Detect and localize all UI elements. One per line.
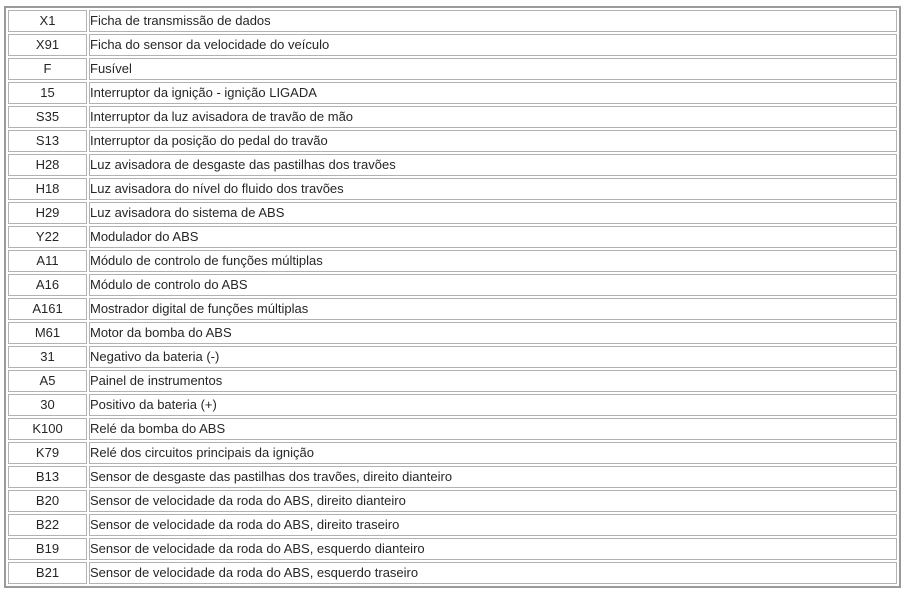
- table-row: [8, 10, 897, 32]
- table-row: [8, 538, 897, 560]
- table-row: [8, 34, 897, 56]
- table-row: [8, 178, 897, 200]
- table-row: [8, 466, 897, 488]
- table-row: [8, 394, 897, 416]
- component-description-cell: Sensor de velocidade da roda do ABS, direito traseiro: [89, 514, 897, 536]
- component-description-cell: Sensor de velocidade da roda do ABS, esquerdo traseiro: [89, 562, 897, 584]
- component-code-cell: B20: [8, 490, 87, 512]
- table-row: [8, 58, 897, 80]
- component-description-cell: Sensor de velocidade da roda do ABS, direito dianteiro: [89, 490, 897, 512]
- component-description-cell: Sensor de desgaste das pastilhas dos travões, direito dianteiro: [89, 466, 897, 488]
- table-row: [8, 82, 897, 104]
- component-code-cell: K79: [8, 442, 87, 464]
- component-description-cell: Ficha de transmissão de dados: [89, 10, 897, 32]
- table-row: [8, 154, 897, 176]
- component-code-cell: B19: [8, 538, 87, 560]
- component-code-cell: A161: [8, 298, 87, 320]
- table-row: [8, 418, 897, 440]
- table-row: [8, 226, 897, 248]
- component-code-cell: A5: [8, 370, 87, 392]
- table-row: [8, 298, 897, 320]
- component-description-cell: Modulador do ABS: [89, 226, 897, 248]
- component-code-cell: B13: [8, 466, 87, 488]
- component-description-cell: Luz avisadora do sistema de ABS: [89, 202, 897, 224]
- component-description-cell: Painel de instrumentos: [89, 370, 897, 392]
- table-row: [8, 250, 897, 272]
- component-description-cell: Interruptor da ignição - ignição LIGADA: [89, 82, 897, 104]
- component-code-cell: A16: [8, 274, 87, 296]
- component-code-cell: B21: [8, 562, 87, 584]
- table-row: [8, 274, 897, 296]
- component-description-cell: Ficha do sensor da velocidade do veículo: [89, 34, 897, 56]
- component-code-cell: B22: [8, 514, 87, 536]
- component-description-cell: Mostrador digital de funções múltiplas: [89, 298, 897, 320]
- component-code-cell: X1: [8, 10, 87, 32]
- component-description-cell: Positivo da bateria (+): [89, 394, 897, 416]
- component-code-cell: S13: [8, 130, 87, 152]
- component-description-cell: Relé da bomba do ABS: [89, 418, 897, 440]
- component-code-cell: K100: [8, 418, 87, 440]
- table-row: [8, 202, 897, 224]
- table-row: [8, 106, 897, 128]
- component-code-cell: 15: [8, 82, 87, 104]
- component-description-cell: Negativo da bateria (-): [89, 346, 897, 368]
- component-description-cell: Fusível: [89, 58, 897, 80]
- table-row: [8, 346, 897, 368]
- table-row: [8, 322, 897, 344]
- component-description-cell: Sensor de velocidade da roda do ABS, esquerdo dianteiro: [89, 538, 897, 560]
- table-row: [8, 562, 897, 584]
- table-row: [8, 514, 897, 536]
- component-code-cell: H28: [8, 154, 87, 176]
- table-row: [8, 130, 897, 152]
- legend-table-body: [8, 10, 897, 584]
- component-description-cell: Módulo de controlo do ABS: [89, 274, 897, 296]
- component-description-cell: Motor da bomba do ABS: [89, 322, 897, 344]
- component-code-cell: S35: [8, 106, 87, 128]
- component-code-cell: F: [8, 58, 87, 80]
- component-description-cell: Luz avisadora de desgaste das pastilhas dos travões: [89, 154, 897, 176]
- component-code-cell: A11: [8, 250, 87, 272]
- component-description-cell: Luz avisadora do nível do fluido dos travões: [89, 178, 897, 200]
- component-code-cell: X91: [8, 34, 87, 56]
- component-legend-table: [4, 6, 901, 588]
- component-description-cell: Módulo de controlo de funções múltiplas: [89, 250, 897, 272]
- table-row: [8, 490, 897, 512]
- component-description-cell: Relé dos circuitos principais da ignição: [89, 442, 897, 464]
- component-code-cell: 30: [8, 394, 87, 416]
- component-code-cell: H29: [8, 202, 87, 224]
- component-description-cell: Interruptor da luz avisadora de travão de mão: [89, 106, 897, 128]
- table-row: [8, 442, 897, 464]
- component-description-cell: Interruptor da posição do pedal do travão: [89, 130, 897, 152]
- component-code-cell: H18: [8, 178, 87, 200]
- component-code-cell: 31: [8, 346, 87, 368]
- table-row: [8, 370, 897, 392]
- component-code-cell: M61: [8, 322, 87, 344]
- component-code-cell: Y22: [8, 226, 87, 248]
